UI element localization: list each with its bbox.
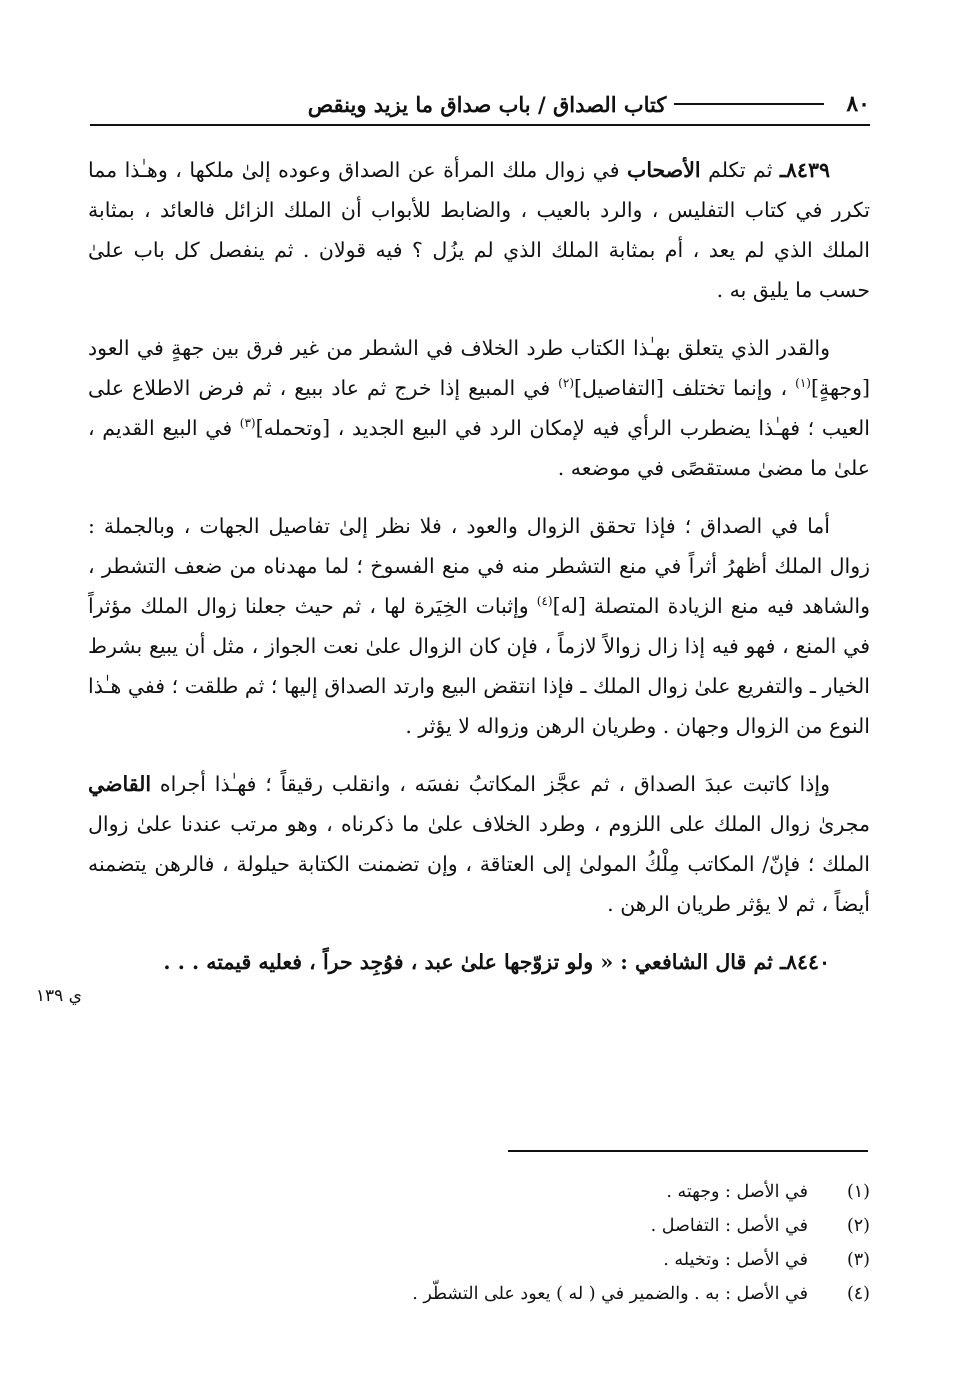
- footnote-item: [300, 1243, 870, 1277]
- paragraph-text: والقدر الذي يتعلق بهـٰذا الكتاب طرد الخلاف في الشطر من غير فرق بين جهةٍ في العود [وجهةٍ]: [88, 336, 870, 400]
- main-text: [88, 150, 870, 1000]
- paragraph-text: وإذا كاتبت عبدَ الصداق ، ثم عجَّز المكاتبُ نفسَه ، وانقلب رقيقاً ؛ فهـٰذا أجراه: [159, 772, 830, 796]
- paragraph-text: ثم تكلم: [708, 158, 773, 182]
- footnote-ref: (٢): [558, 376, 574, 391]
- paragraph-number: ٨٤٤٠ـ: [779, 950, 830, 974]
- footnote-ref: (١): [795, 376, 811, 391]
- footnote-number: (٣): [846, 1250, 870, 1270]
- paragraph-2: [88, 328, 870, 488]
- footnote-text: في الأصل : التفاصل .: [650, 1216, 808, 1236]
- bold-term: القاضي: [88, 772, 152, 796]
- footnote-item: [300, 1277, 870, 1311]
- footnote-number: (١): [846, 1182, 870, 1202]
- paragraph-3: [88, 506, 870, 746]
- footnote-item: [300, 1175, 870, 1209]
- paragraph-number: ٨٤٣٩ـ: [779, 158, 830, 182]
- footnote-ref: (٣): [239, 416, 256, 431]
- footnote-number: (٢): [846, 1216, 870, 1236]
- paragraph-text: وإثبات الخِيَرة لها ، ثم حيث جعلنا زوال الملك مؤثراً في المنع ، فهو فيه إذا زال زوالاً لازماً ، فإن كان الزوال علىٰ نعت الجواز ، مثل أن يبيع بشرط الخيار ـ والتفريع علىٰ زوال الملك ـ فإذا انتقض البيع وارتد الصداق إليها ؛ ثم طلقت ؛ ففي هـٰذا النوع من الزوال وجهان . وطريان الرهن وزواله لا يؤثر .: [88, 594, 870, 738]
- paragraph-text: في زوال ملك المرأة عن الصداق وعوده إلىٰ ملكها ، وهـٰذا مما تكرر في كتاب التفليس ، والرد بالعيب ، والضابط للأبواب أن الملك الزائل فالعائد ، بمثابة الملك الذي لم يعد ، أم بمثابة الملك الذي لم يزُل ؟ فيه قولان . ثم ينفصل كل باب علىٰ حسب ما يليق به .: [88, 158, 870, 302]
- footnote-number: (٤): [846, 1284, 870, 1304]
- paragraph-8439: [88, 150, 870, 310]
- paragraph-text: في البيع القديم ، علىٰ ما مضىٰ مستقصًى في موضعه .: [88, 416, 870, 480]
- footnote-divider: [508, 1150, 868, 1152]
- bold-term: الأصحاب: [627, 158, 701, 182]
- paragraph-8440: [88, 942, 870, 982]
- footnote-ref: (٤): [536, 594, 553, 609]
- paragraph-text: مجرىٰ زوال الملك على اللزوم ، وطرد الخلاف علىٰ ما ذكرناه ، وهو مرتب عندنا علىٰ زوال الملك ؛ فإنّ/ المكاتب مِلْكُ المولىٰ إلى العتاقة ، وإن تضمنت الكتابة حيلولة ، فالرهن يتضمنه أيضاً ، ثم لا يؤثر طريان الرهن .: [88, 812, 870, 916]
- paragraph-text: في المبيع إذا خرج ثم عاد ببيع ، ثم فرض الاطلاع على العيب ؛ فهـٰذا يضطرب الرأي فيه لإمكان الرد في البيع الجديد ، [وتحمله]: [88, 376, 871, 440]
- page-header: [90, 84, 870, 126]
- footnote-text: في الأصل : به . والضمير في ( له ) يعود على التشطّر .: [412, 1284, 808, 1304]
- footnotes: [300, 1175, 870, 1311]
- paragraph-text: أما في الصداق ؛ فإذا تحقق الزوال والعود ، فلا نظر إلىٰ تفاصيل الجهات ، وبالجملة : زوال الملك أظهرُ أثراً في منع التشطر منه في منع الفسوخ ؛ لما مهدناه من ضعف التشطر ، والشاهد فيه منع الزيادة المتصلة [له]: [88, 514, 871, 618]
- header-rule: [674, 103, 824, 105]
- paragraph-text: ثم قال الشافعي : « ولو تزوّجها علىٰ عبد ، فوُجِد حراً ، فعليه قيمته . . .: [163, 950, 773, 974]
- paragraph-4: [88, 764, 870, 924]
- footnote-text: في الأصل : وجهته .: [666, 1182, 808, 1202]
- header-title: كتاب الصداق / باب صداق ما يزيد وينقص: [307, 91, 667, 117]
- margin-note: ي ١٣٩: [35, 986, 82, 1006]
- page-number: ٨٠: [846, 91, 870, 117]
- footnote-item: [300, 1209, 870, 1243]
- paragraph-text: ، وإنما تختلف [التفاصيل]: [574, 376, 796, 400]
- footnote-text: في الأصل : وتخيله .: [663, 1250, 808, 1270]
